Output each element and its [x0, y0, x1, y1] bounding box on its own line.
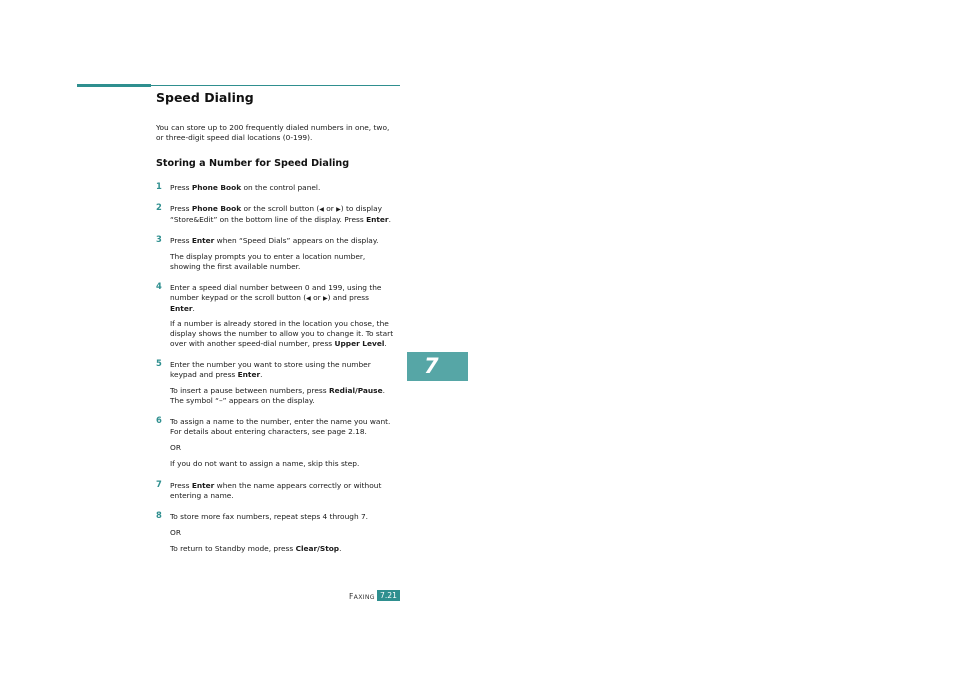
header-rule-thin — [151, 85, 400, 86]
header-rule-thick — [77, 84, 151, 87]
intro-paragraph: You can store up to 200 frequently dialed numbers in one, two, or three-digit speed dial locations (0-199). — [156, 123, 390, 142]
step-5-number: 5 — [156, 358, 162, 368]
step-4-note: If a number is already stored in the location you chose, the display shows the number to allow you to change it. To start over with another speed-dial number, press Upper Level. — [170, 319, 394, 348]
scroll-left-icon: ◀ — [306, 295, 311, 302]
step-4-number: 4 — [156, 281, 162, 291]
section-title: Speed Dialing — [156, 90, 254, 105]
step-2-text: Press Phone Book or the scroll button (◀ or ▶) to display “Store&Edit” on the bottom line of the display. Press Enter. — [170, 204, 391, 224]
step-4-text: Enter a speed dial number between 0 and 199, using the number keypad or the scroll button (◀ or ▶) and press Enter. — [170, 283, 382, 313]
scroll-right-icon: ▶ — [323, 295, 328, 302]
page-number: 7.21 — [377, 590, 400, 601]
step-6-number: 6 — [156, 415, 162, 425]
step-5-note: To insert a pause between numbers, press Redial/Pause. The symbol “–” appears on the display. — [170, 386, 385, 405]
subsection-title: Storing a Number for Speed Dialing — [156, 158, 350, 169]
footer-section-label: FAXING — [349, 592, 375, 601]
step-7-number: 7 — [156, 479, 162, 489]
step-5-text: Enter the number you want to store using the number keypad and press Enter. — [170, 360, 371, 379]
step-6-text: To assign a name to the number, enter the name you want. For details about entering characters, see page 2.18. — [170, 417, 391, 436]
step-8-or: OR — [170, 528, 181, 537]
scroll-right-icon: ▶ — [336, 206, 341, 213]
scroll-left-icon: ◀ — [319, 206, 324, 213]
step-1-text: Press Phone Book on the control panel. — [170, 183, 321, 192]
step-7-text: Press Enter when the name appears correctly or without entering a name. — [170, 481, 382, 500]
step-3-note: The display prompts you to enter a location number, showing the first available number. — [170, 252, 366, 271]
chapter-number: 7 — [424, 354, 439, 378]
step-3-number: 3 — [156, 234, 162, 244]
step-3-text: Press Enter when “Speed Dials” appears on the display. — [170, 236, 379, 245]
step-8-alt: To return to Standby mode, press Clear/Stop. — [170, 544, 342, 553]
step-8-text: To store more fax numbers, repeat steps 4 through 7. — [170, 512, 369, 521]
step-8-number: 8 — [156, 510, 162, 520]
step-6-alt: If you do not want to assign a name, skip this step. — [170, 459, 360, 468]
step-2-number: 2 — [156, 202, 162, 212]
step-1-number: 1 — [156, 181, 162, 191]
step-6-or: OR — [170, 443, 181, 452]
